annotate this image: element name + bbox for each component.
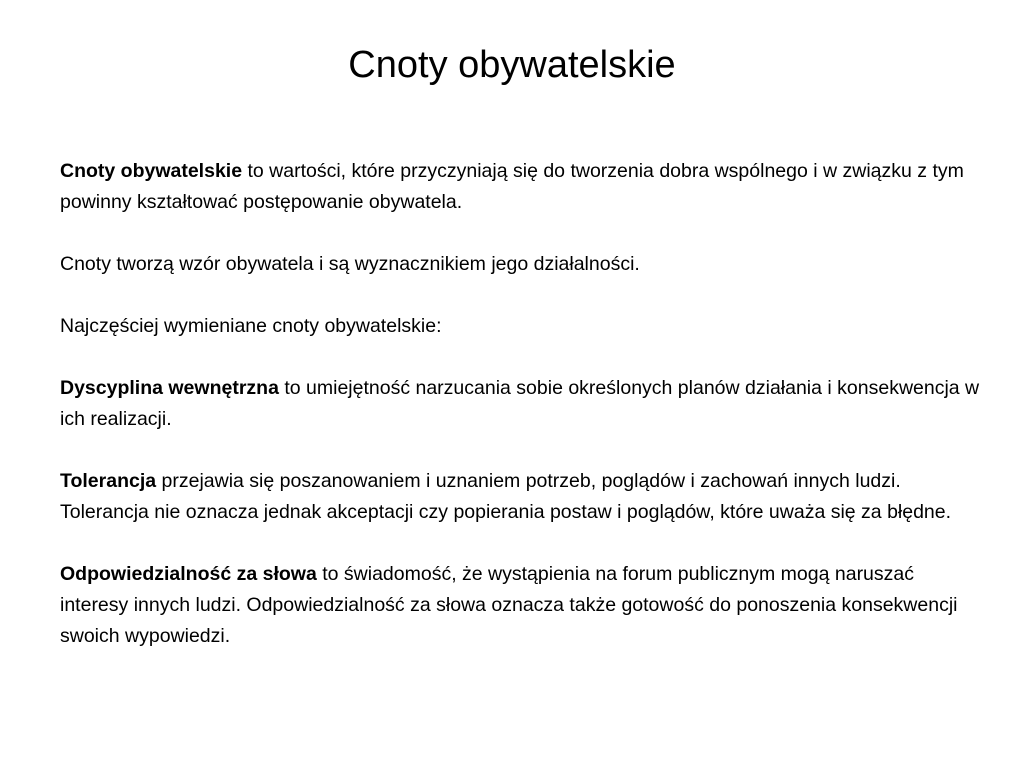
paragraph-text: przejawia się poszanowaniem i uznaniem potrzeb, poglądów i zachowań innych ludzi. Tolerancja nie oznacza jednak akceptacji czy popierania postaw i poglądów, które uważa się za błędne. — [60, 470, 952, 523]
paragraph-role — [60, 249, 980, 280]
paragraph-text: Najczęściej wymieniane cnoty obywatelskie: — [60, 315, 442, 337]
term-dyscyplina: Dyscyplina wewnętrzna — [60, 377, 279, 399]
slide-body — [60, 156, 980, 683]
paragraph-text: to umiejętność narzucania sobie określonych planów działania i konsekwencja w ich realizacji. — [60, 377, 980, 430]
slide-title: Cnoty obywatelskie — [348, 44, 676, 86]
term-odpowiedzialnosc: Odpowiedzialność za słowa — [60, 563, 317, 585]
paragraph-text: to świadomość, że wystąpienia na forum publicznym mogą naruszać interesy innych ludzi. Odpowiedzialność za słowa oznacza także gotowość do ponoszenia konsekwencji swoich wypowiedzi. — [60, 563, 958, 647]
paragraph-text: Cnoty tworzą wzór obywatela i są wyznacznikiem jego działalności. — [60, 253, 640, 275]
paragraph-definition — [60, 156, 980, 218]
paragraph-text: to wartości, które przyczyniają się do tworzenia dobra wspólnego i w związku z tym powinny kształtować postępowanie obywatela. — [60, 160, 964, 213]
paragraph-dyscyplina — [60, 373, 980, 435]
paragraph-odpowiedzialnosc — [60, 559, 980, 652]
paragraph-list-intro — [60, 311, 980, 342]
term-tolerancja: Tolerancja — [60, 470, 157, 492]
term-cnoty-obywatelskie: Cnoty obywatelskie — [60, 160, 243, 182]
paragraph-tolerancja — [60, 466, 980, 528]
